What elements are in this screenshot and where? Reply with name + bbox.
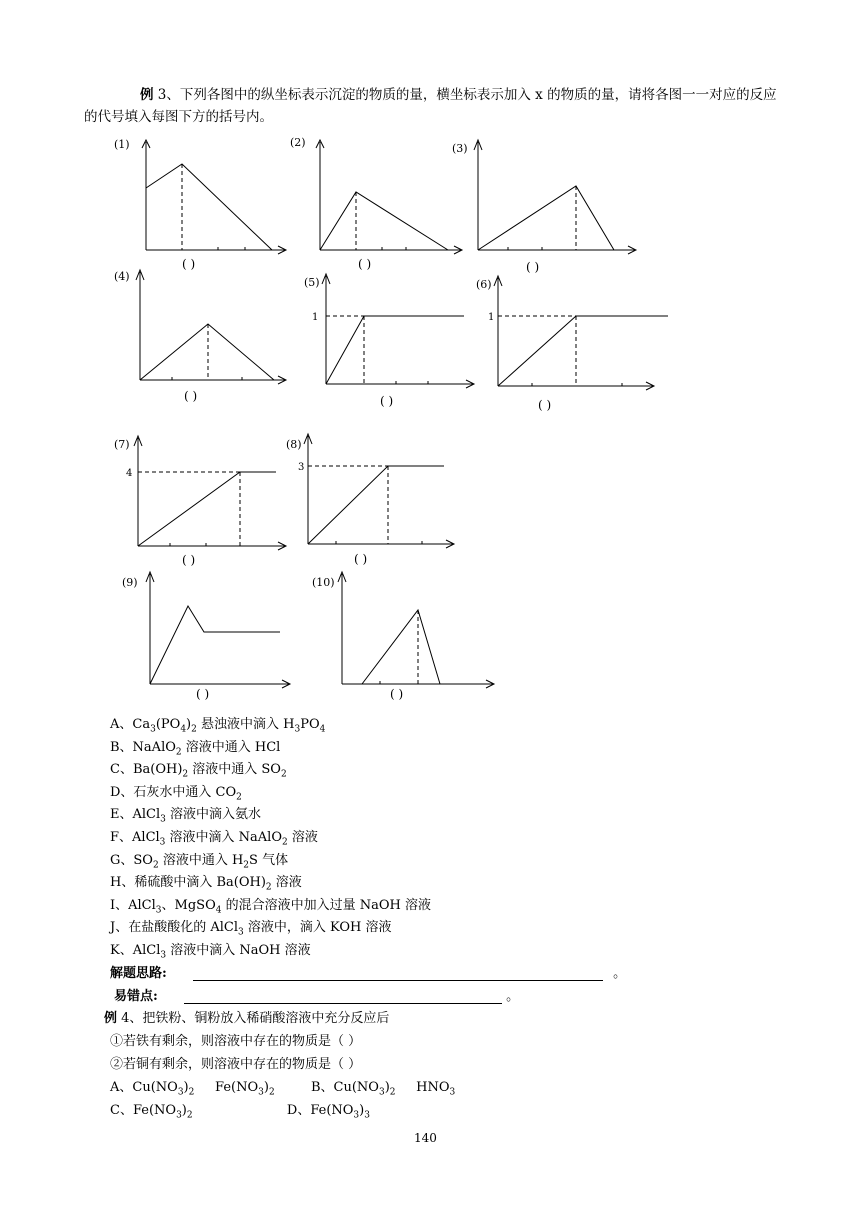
answer-blank: ( ) bbox=[358, 257, 372, 271]
example4-label: 例 bbox=[104, 1011, 118, 1026]
graph-5 bbox=[300, 272, 480, 412]
thinking-answer-line[interactable] bbox=[193, 966, 603, 981]
example4-question-1: ①若铁有剩余，则溶液中存在的物质是（ ） bbox=[110, 1034, 362, 1049]
graph-2 bbox=[286, 134, 466, 274]
example3-label: 例 bbox=[140, 87, 154, 103]
graph-label: (4) bbox=[114, 270, 130, 283]
graph-9 bbox=[118, 570, 298, 710]
graph-label: (5) bbox=[304, 276, 320, 289]
graph-3 bbox=[448, 138, 638, 278]
answer-blank: ( ) bbox=[538, 398, 552, 412]
thinking-label: 解题思路: bbox=[110, 966, 167, 981]
mistakes-answer-line[interactable] bbox=[184, 989, 502, 1004]
answer-blank: ( ) bbox=[182, 553, 196, 567]
option-h: H、稀硫酸中滴入 $Ba(OH)_2$ 溶液 bbox=[110, 875, 302, 893]
graph-label: (10) bbox=[312, 576, 335, 589]
y-level-label: 1 bbox=[312, 312, 319, 323]
option-b: B、NaAlO$_2$ 溶液中通入 HCl bbox=[110, 740, 281, 758]
answer-blank: ( ) bbox=[526, 260, 540, 274]
option-f: F、AlCl$_3$ 溶液中滴入 NaAlO$_2$ 溶液 bbox=[110, 830, 318, 848]
option-d: D、石灰水中通入 $CO_2$ bbox=[110, 785, 242, 803]
y-level-label: 4 bbox=[126, 468, 133, 479]
graph-6 bbox=[472, 274, 672, 414]
graph-7 bbox=[110, 434, 290, 574]
answer-blank: ( ) bbox=[184, 389, 198, 403]
graph-label: (6) bbox=[476, 278, 492, 291]
graph-10 bbox=[310, 570, 500, 710]
graph-4 bbox=[110, 266, 290, 406]
option-a: A、$Ca_3(PO_4)_2$ 悬浊液中滴入 $H_3PO_4$ bbox=[110, 717, 326, 735]
example3-intro bbox=[84, 84, 784, 128]
graph-1 bbox=[110, 134, 290, 274]
y-level-label: 3 bbox=[298, 462, 305, 473]
option-e: E、AlCl$_3$ 溶液中滴入氨水 bbox=[110, 807, 262, 825]
mistakes-label: 易错点: bbox=[114, 989, 158, 1004]
option-k: K、AlCl$_3$ 溶液中滴入 NaOH 溶液 bbox=[110, 943, 311, 961]
graph-label: (8) bbox=[286, 438, 302, 451]
graph-label: (9) bbox=[122, 576, 138, 589]
answer-blank: ( ) bbox=[380, 394, 394, 408]
option-c: C、$Ba(OH)_2$ 溶液中通入 $SO_2$ bbox=[110, 762, 287, 780]
graph-label: (7) bbox=[114, 438, 130, 451]
option-i: I、AlCl$_3$、MgSO$_4$ 的混合溶液中加入过量 NaOH 溶液 bbox=[110, 898, 431, 916]
mistakes-row: 易错点: 。 bbox=[114, 989, 520, 1004]
y-level-label: 1 bbox=[488, 312, 495, 323]
answer-blank: ( ) bbox=[390, 687, 404, 701]
answer-blank: ( ) bbox=[354, 552, 368, 566]
page-number: 140 bbox=[414, 1131, 437, 1145]
answer-blank: ( ) bbox=[182, 257, 196, 271]
example4-options-cd: C、$Fe(NO_3)_2$ D、$Fe(NO_3)_3$ bbox=[110, 1103, 370, 1121]
example4-options-ab: A、$Cu(NO_3)_2$ $Fe(NO_3)_2$ B、$Cu(NO_3)_2$ $HNO_3$ bbox=[110, 1080, 456, 1098]
option-g: G、$SO_2$ 溶液中通入 $H_2S$ 气体 bbox=[110, 853, 289, 871]
example4-question-2: ②若铜有剩余，则溶液中存在的物质是（ ） bbox=[110, 1057, 362, 1072]
graph-label: (1) bbox=[114, 138, 130, 151]
graph-label: (2) bbox=[290, 136, 306, 149]
example3-text: 3、下列各图中的纵坐标表示沉淀的物质的量，横坐标表示加入 x 的物质的量，请将各图一一对应的反应的代号填入每图下方的括号内。 bbox=[84, 87, 777, 125]
option-j: J、在盐酸酸化的 AlCl$_3$ 溶液中，滴入 KOH 溶液 bbox=[110, 920, 392, 938]
thinking-row: 解题思路: 。 bbox=[110, 966, 627, 981]
graph-8 bbox=[282, 432, 462, 572]
answer-blank: ( ) bbox=[196, 687, 210, 701]
example4-intro: 例 4、把铁粉、铜粉放入稀硝酸溶液中充分反应后 bbox=[104, 1011, 390, 1026]
graph-label: (3) bbox=[452, 142, 468, 155]
